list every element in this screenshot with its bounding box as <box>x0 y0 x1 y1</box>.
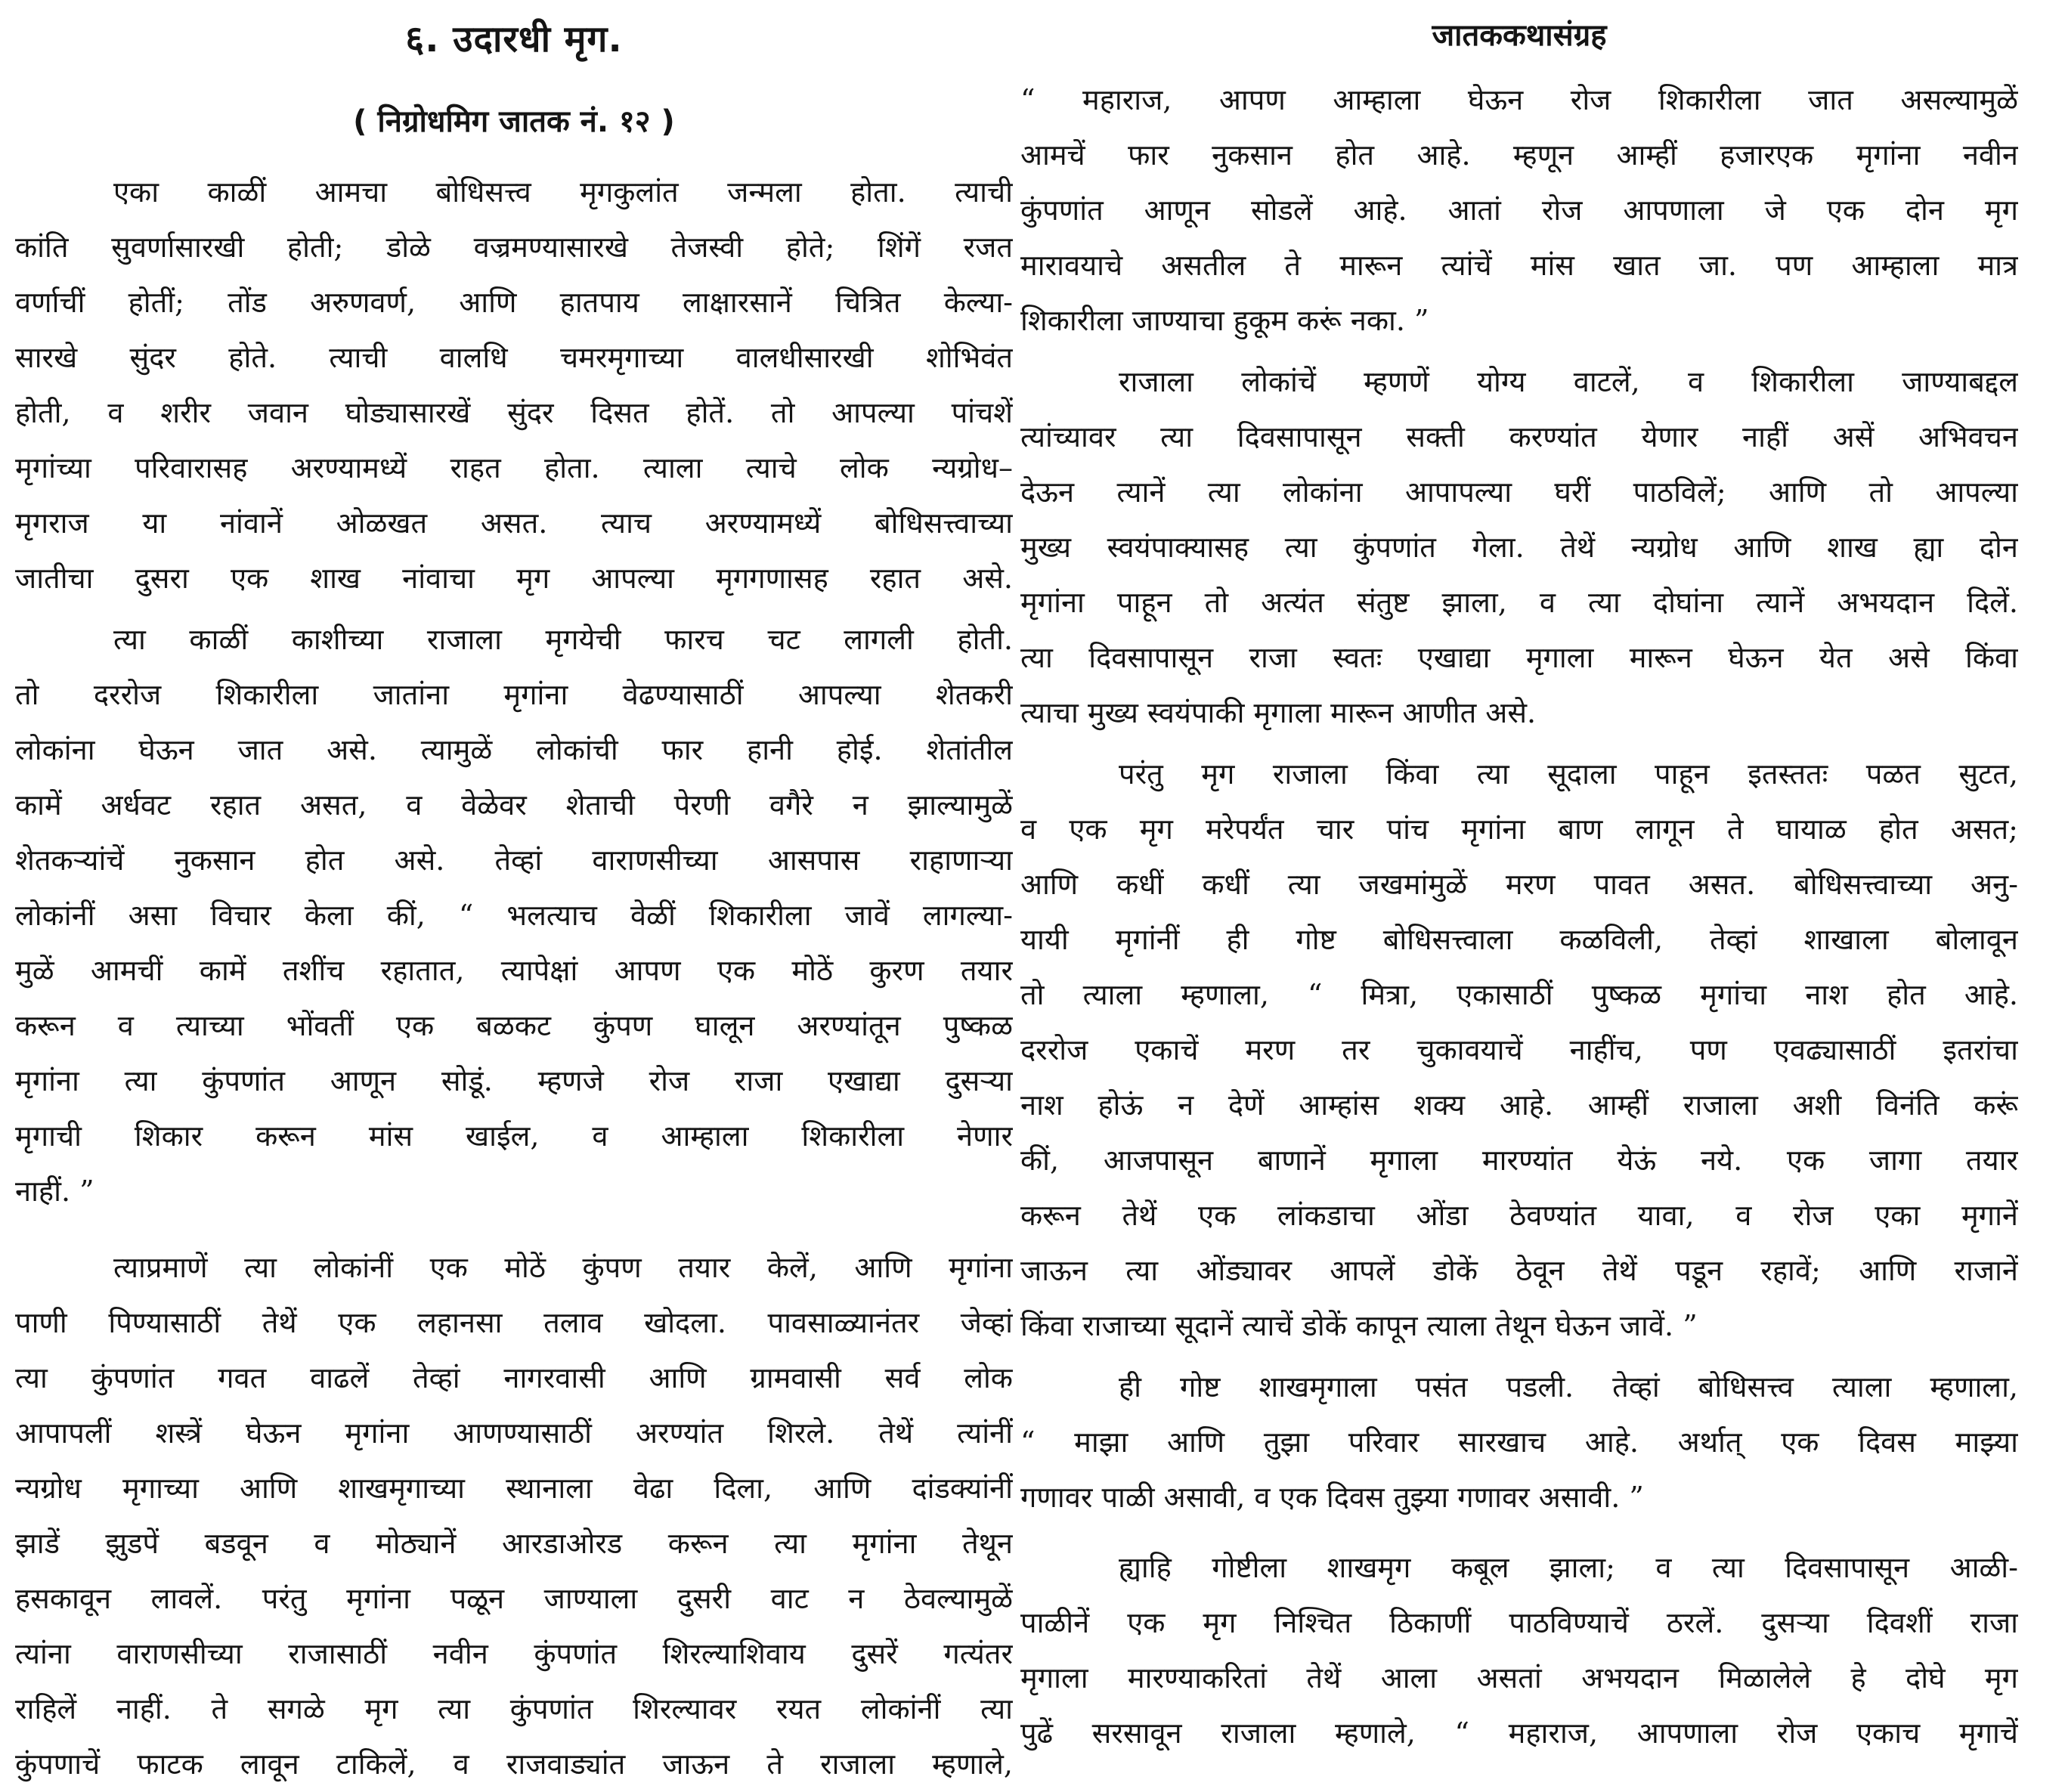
text-line: “ माझा आणि तुझा परिवार सारखाच आहे. अर्थात् एक दिवस माझ्या <box>1020 1425 2018 1459</box>
text-line: त्या कुंपणांत गवत वाढलें तेव्हां नागरवासी आणि ग्रामवासी सर्व लोक <box>15 1361 1013 1394</box>
text-line: मृगाला मारण्याकरितां तेथें आला असतां अभयदान मिळालेले हे दोघे मृग <box>1020 1661 2018 1695</box>
text-line: मुळें आमचीं कामें तशींच रहातात, त्यापेक्षां आपण एक मोठें कुरण तयार <box>15 954 1013 987</box>
text-line: परंतु मृग राजाला किंवा त्या सूदाला पाहून इतस्ततः पळत सुटत, <box>1119 757 2018 791</box>
text-line: त्याचा मुख्य स्वयंपाकी मृगाला मारून आणीत असे. <box>1020 696 1537 729</box>
text-line: मृगराज या नांवानें ओळखत असत. त्याच अरण्यामध्यें बोधिसत्त्वाच्या <box>15 506 1013 540</box>
text-line: मुख्य स्वयंपाक्यासह त्या कुंपणांत गेला. तेथें न्यग्रोध आणि शाख ह्या दोन <box>1020 531 2018 564</box>
text-line: शिकारीला जाण्याचा हुकूम करूं नका. ” <box>1020 304 1429 337</box>
text-line: करून तेथें एक लांकडाचा ओंडा ठेवण्यांत यावा, व रोज एका मृगानें <box>1020 1199 2018 1232</box>
text-line: मारावयाचे असतील ते मारून त्यांचें मांस खात जा. पण आम्हाला मात्र <box>1020 249 2018 282</box>
text-line: एका काळीं आमचा बोधिसत्त्व मृगकुलांत जन्मला होता. त्याची <box>113 175 1013 209</box>
text-line: नाश होऊं न देणें आम्हांस शक्य आहे. आम्हीं राजाला अशी विनंति करूं <box>1020 1088 2018 1122</box>
text-line: होती, व शरीर जवान घोड्यासारखें सुंदर दिसत होतें. तो आपल्या पांचशें <box>15 396 1013 429</box>
text-line: आणि कधीं कधीं त्या जखमांमुळें मरण पावत असत. बोधिसत्त्वाच्या अनु- <box>1020 868 2018 901</box>
text-line: न्यग्रोध मृगाच्या आणि शाखमृगाच्या स्थानाला वेढा दिला, आणि दांडक्यांनीं <box>15 1472 1013 1505</box>
right-page <box>1020 0 2018 1787</box>
paragraph <box>15 165 1013 606</box>
text-line: तो दररोज शिकारीला जातांना मृगांना वेढण्यासाठीं आपल्या शेतकरी <box>15 678 1013 711</box>
paragraph <box>15 612 1013 1219</box>
text-line: त्या दिवसापासून राजा स्वतः एखाद्या मृगाला मारून घेऊन येत असे किंवा <box>1020 641 2018 674</box>
text-line: “ महाराज, आपण आम्हाला घेऊन रोज शिकारीला जात असल्यामुळें <box>1020 83 2018 116</box>
text-line: लोकांना घेऊन जात असे. त्यामुळें लोकांची फार हानी होई. शेतांतील <box>15 733 1013 766</box>
paragraph <box>1020 1540 2018 1761</box>
text-line: किंवा राजाच्या सूदानें त्याचें डोकें कापून त्याला तेथून घेऊन जावें. ” <box>1020 1309 1698 1342</box>
text-line: पुढें सरसावून राजाला म्हणाले, “ महाराज, आपणाला रोज एकाच मृगाचें <box>1020 1716 2018 1750</box>
text-line: त्यांच्यावर त्या दिवसापासून सक्ती करण्यांत येणार नाहीं असें अभिवचन <box>1020 420 2018 453</box>
text-line: जातीचा दुसरा एक शाख नांवाचा मृग आपल्या मृगगणासह रहात असे. <box>15 562 1013 595</box>
text-line: मृगांच्या परिवारासह अरण्यामध्यें राहत होता. त्याला त्याचे लोक न्यग्रोध– <box>15 451 1013 484</box>
left-page <box>15 0 1013 1787</box>
running-head: जातककथासंग्रह <box>1432 18 1607 53</box>
text-line: देऊन त्यानें त्या लोकांना आपापल्या घरीं पाठविलें; आणि तो आपल्या <box>1020 475 2018 509</box>
text-line: तो त्याला म्हणाला, “ मित्रा, एकासाठीं पुष्कळ मृगांचा नाश होत आहे. <box>1020 978 2018 1011</box>
text-line: मृगांना पाहून तो अत्यंत संतुष्ट झाला, व त्या दोघांना त्यानें अभयदान दिलें. <box>1020 586 2018 619</box>
text-line: त्या काळीं काशीच्या राजाला मृगयेची फारच चट लागली होती. <box>113 623 1013 656</box>
paragraph <box>1020 1360 2018 1525</box>
text-line: जाऊन त्या ओंड्यावर आपलें डोकें ठेवून तेथें पडून रहावें; आणि राजानें <box>1020 1254 2018 1287</box>
text-line: यायी मृगांनीं ही गोष्ट बोधिसत्त्वाला कळविली, तेव्हां शाखाला बोलावून <box>1020 923 2018 956</box>
text-line: झाडें झुडपें बडवून व मोठ्यानें आरडाओरड करून त्या मृगांना तेथून <box>15 1527 1013 1560</box>
text-line: दररोज एकाचें मरण तर चुकावयाचें नाहींच, पण एवढ्यासाठीं इतरांचा <box>1020 1033 2018 1066</box>
text-line: वर्णाचीं होतीं; तोंड अरुणवर्ण, आणि हातपाय लाक्षारसानें चित्रित केल्या- <box>15 286 1013 319</box>
right-body-text <box>1020 73 2018 1761</box>
text-line: पाळीनें एक मृग निश्चित ठिकाणीं पाठविण्याचें ठरलें. दुसऱ्या दिवशीं राजा <box>1020 1606 2018 1639</box>
left-body-text <box>15 165 1013 1792</box>
jataka-reference: ( निग्रोधमिग जातक नं. १२ ) <box>353 104 675 139</box>
text-line: मृगाची शिकार करून मांस खाईल, व आम्हाला शिकारीला नेणार <box>15 1119 1013 1153</box>
text-line: ही गोष्ट शाखमृगाला पसंत पडली. तेव्हां बोधिसत्त्व त्याला म्हणाला, <box>1119 1370 2018 1404</box>
text-line: लोकांनीं असा विचार केला कीं, “ भलत्याच वेळीं शिकारीला जावें लागल्या- <box>15 899 1013 932</box>
text-line: कुंपणांत आणून सोडलें आहे. आतां रोज आपणाला जे एक दोन मृग <box>1020 193 2018 227</box>
paragraph <box>1020 73 2018 348</box>
text-line: हसकावून लावलें. परंतु मृगांना पळून जाण्याला दुसरी वाट न ठेवल्यामुळें <box>15 1582 1013 1615</box>
text-line: मृगांना त्या कुंपणांत आणून सोडूं. म्हणजे रोज राजा एखाद्या दुसऱ्या <box>15 1064 1013 1097</box>
text-line: आपापलीं शस्त्रें घेऊन मृगांना आणण्यासाठीं अरण्यांत शिरले. तेथें त्यांनीं <box>15 1416 1013 1450</box>
text-line: व एक मृग मरेपर्यंत चार पांच मृगांना बाण लागून ते घायाळ होत असत; <box>1020 812 2018 846</box>
text-line: सारखे सुंदर होते. त्याची वालधि चमरमृगाच्या वालधीसारखी शोभिवंत <box>15 341 1013 374</box>
text-line: त्यांना वाराणसीच्या राजासाठीं नवीन कुंपणांत शिरल्याशिवाय दुसरें गत्यंतर <box>15 1637 1013 1670</box>
text-line: शेतकऱ्यांचें नुकसान होत असे. तेव्हां वाराणसीच्या आसपास राहाणाऱ्या <box>15 843 1013 877</box>
paragraph <box>15 1240 1013 1792</box>
text-line: पाणी पिण्यासाठीं तेथें एक लहानसा तलाव खोदला. पावसाळ्यानंतर जेव्हां <box>15 1306 1013 1339</box>
text-line: आमचें फार नुकसान होत आहे. म्हणून आम्हीं हजारएक मृगांना नवीन <box>1020 138 2018 172</box>
paragraph <box>1020 747 2018 1354</box>
text-line: राजाला लोकांचें म्हणणें योग्य वाटलें, व शिकारीला जाण्याबद्दल <box>1119 365 2018 398</box>
paragraph <box>1020 354 2018 741</box>
text-line: ह्याहि गोष्टीला शाखमृग कबूल झाला; व त्या दिवसापासून आळी- <box>1119 1551 2018 1584</box>
text-line: कुंपणाचें फाटक लावून टाकिलें, व राजवाड्यांत जाऊन ते राजाला म्हणाले, <box>15 1747 1013 1781</box>
text-line: त्याप्रमाणें त्या लोकांनीं एक मोठें कुंपण तयार केलें, आणि मृगांना <box>113 1251 1013 1284</box>
text-line: नाहीं. ” <box>15 1175 94 1208</box>
text-line: गणावर पाळी असावी, व एक दिवस तुझ्या गणावर असावी. ” <box>1020 1481 1644 1514</box>
text-line: करून व त्याच्या भोंवतीं एक बळकट कुंपण घालून अरण्यांतून पुष्कळ <box>15 1009 1013 1042</box>
text-line: राहिलें नाहीं. ते सगळे मृग त्या कुंपणांत शिरल्यावर रयत लोकांनीं त्या <box>15 1692 1013 1725</box>
chapter-title: ६. उदारधी मृग. <box>405 18 623 60</box>
text-line: कीं, आजपासून बाणानें मृगाला मारण्यांत येऊं नये. एक जागा तयार <box>1020 1144 2018 1177</box>
text-line: कांति सुवर्णासारखी होती; डोळे वज्रमण्यासारखे तेजस्वी होते; शिंगें रजत <box>15 231 1013 264</box>
text-line: कामें अर्धवट रहात असत, व वेळेवर शेताची पेरणी वगैरे न झाल्यामुळें <box>15 788 1013 822</box>
